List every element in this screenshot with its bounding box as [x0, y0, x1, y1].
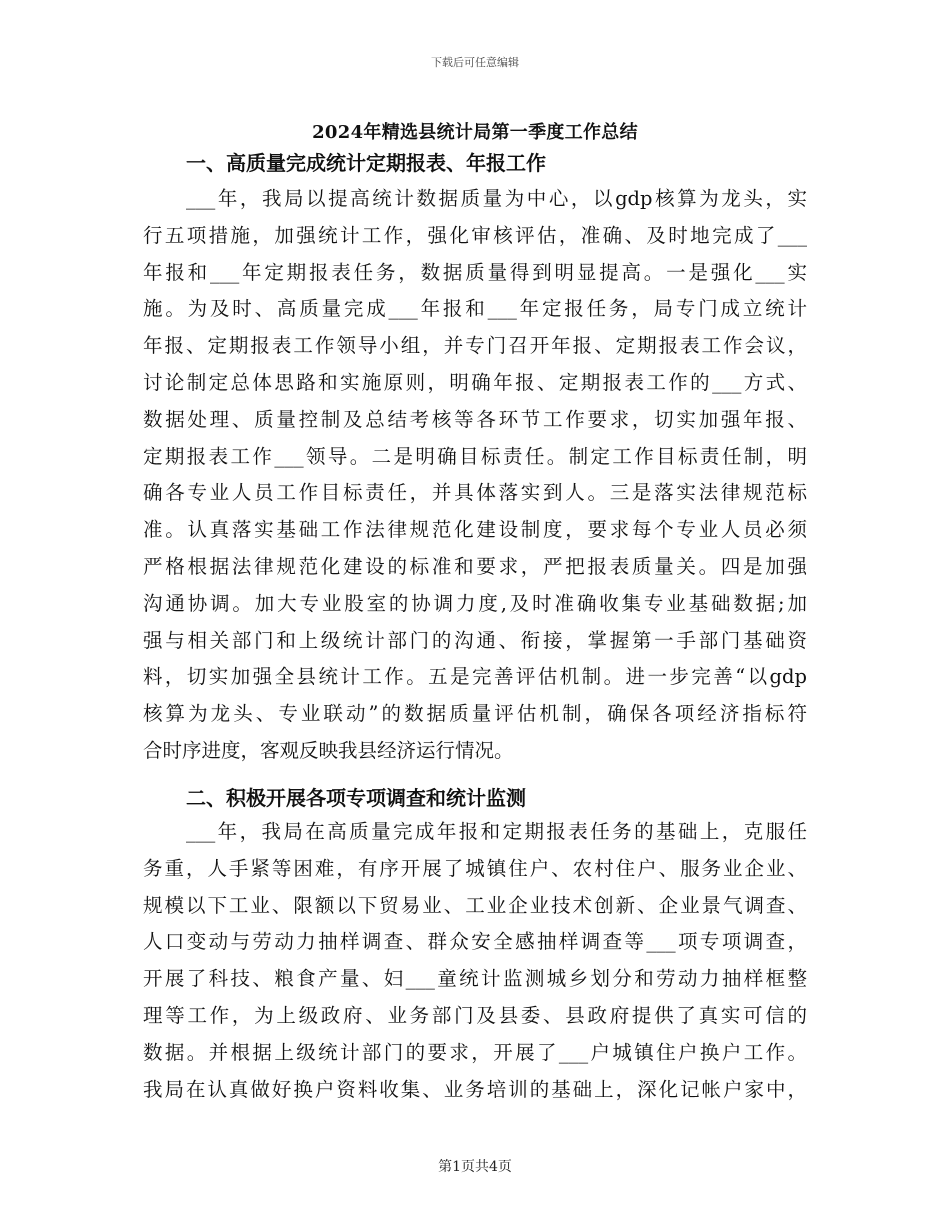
text-line: ___年，我局以提高统计数据质量为中心，以gdp核算为龙头，实	[186, 187, 807, 210]
text-line: 规模以下工业、限额以下贸易业、工业企业技术创新、企业景气调查、	[143, 893, 807, 917]
text-line: 料，切实加强全县统计工作。五是完善评估机制。进一步完善“以gdp	[143, 665, 807, 689]
section-1-body	[143, 181, 807, 770]
text-line: 年报和___年定期报表任务，数据质量得到明显提高。一是强化___实	[143, 260, 807, 284]
section-2-body	[143, 814, 807, 1108]
text-line: ___年，我局在高质量完成年报和定期报表任务的基础上，克服任	[186, 820, 807, 843]
text-line: 沟通协调。加大专业股室的协调力度,及时准确收集专业基础数据;加	[143, 591, 807, 615]
text-line: 年报、定期报表工作领导小组，并专门召开年报、定期报表工作会议，	[143, 334, 807, 358]
text-line: 理等工作，为上级政府、业务部门及县委、县政府提供了真实可信的	[143, 1003, 807, 1027]
text-line: 开展了科技、粮食产量、妇___童统计监测城乡划分和劳动力抽样框整	[143, 967, 807, 991]
document-title: 2024年精选县统计局第一季度工作总结	[312, 122, 638, 143]
header-note: 下载后可任意编辑	[431, 56, 519, 69]
page-footer: 第1页共4页	[438, 1159, 512, 1175]
text-line: 严格根据法律规范化建设的标准和要求，严把报表质量关。四是加强	[143, 554, 807, 578]
text-line: 数据。并根据上级统计部门的要求，开展了___户城镇住户换户工作。	[143, 1040, 807, 1064]
text-line: 定期报表工作___领导。二是明确目标责任。制定工作目标责任制，明	[143, 444, 807, 468]
text-line: 讨论制定总体思路和实施原则，明确年报、定期报表工作的___方式、	[143, 370, 807, 394]
text-line: 确各专业人员工作目标责任，并具体落实到人。三是落实法律规范标	[143, 481, 807, 505]
text-line: 准。认真落实基础工作法律规范化建设制度，要求每个专业人员必须	[143, 518, 807, 542]
section-heading-2: 二、积极开展各项专项调查和统计监测	[186, 786, 526, 810]
text-line: 行五项措施，加强统计工作，强化审核评估，准确、及时地完成了___	[143, 223, 807, 247]
section-heading-1: 一、高质量完成统计定期报表、年报工作	[186, 151, 546, 175]
text-line: 数据处理、质量控制及总结考核等各环节工作要求，切实加强年报、	[143, 407, 807, 431]
text-line: 核算为龙头、专业联动”的数据质量评估机制，确保各项经济指标符	[143, 702, 807, 726]
text-line: 强与相关部门和上级统计部门的沟通、衔接，掌握第一手部门基础资	[143, 628, 807, 652]
text-line: 施。为及时、高质量完成___年报和___年定报任务，局专门成立统计	[143, 297, 807, 321]
text-line: 我局在认真做好换户资料收集、业务培训的基础上，深化记帐户家中，	[143, 1077, 807, 1101]
text-line: 合时序进度，客观反映我县经济运行情况。	[143, 738, 514, 762]
text-line: 人口变动与劳动力抽样调查、群众安全感抽样调查等___项专项调查，	[143, 930, 807, 954]
text-line: 务重，人手紧等困难，有序开展了城镇住户、农村住户、服务业企业、	[143, 856, 807, 880]
